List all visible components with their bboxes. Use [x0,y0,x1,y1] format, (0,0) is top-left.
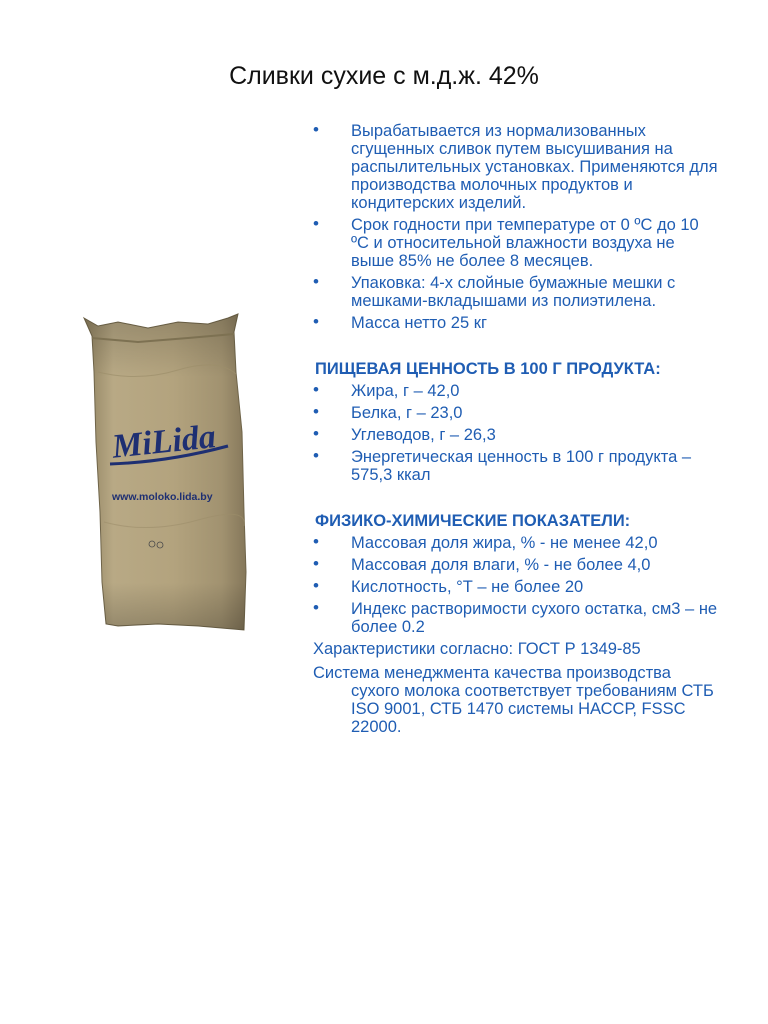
nutrition-heading: ПИЩЕВАЯ ЦЕННОСТЬ В 100 Г ПРОДУКТА: [315,360,661,378]
list-item: • Белка, г – 23,0 [313,404,718,422]
list-item: • Индекс растворимости сухого остатка, см3 – не более 0.2 [313,600,718,636]
list-item: • Кислотность, °Т – не более 20 [313,578,718,596]
physchem-list [313,534,718,636]
page-title: Сливки сухие с м.д.ж. 42% [229,62,539,90]
standard-text: Характеристики согласно: ГОСТ Р 1349-85 [313,640,641,658]
nutrition-list [313,382,718,484]
product-bag-image [78,312,250,632]
list-item: • Масса нетто 25 кг [313,314,718,332]
list-item: • Жира, г – 42,0 [313,382,718,400]
list-item: • Энергетическая ценность в 100 г продукта – 575,3 ккал [313,448,718,484]
physchem-heading: ФИЗИКО-ХИМИЧЕСКИЕ ПОКАЗАТЕЛИ: [315,512,631,530]
list-item: • Срок годности при температуре от 0 ºС до 10 ºС и относительной влажности воздуха не выше 85% не более 8 месяцев. [313,216,718,270]
intro-list [313,122,718,332]
bag-brand-logo: MiLida [110,418,218,466]
list-item: • Массовая доля влаги, % - не более 4,0 [313,556,718,574]
list-item: • Вырабатывается из нормализованных сгущенных сливок путем высушивания на распылительных установках. Применяются для производства молочных продуктов и кондитерских изделий. [313,122,718,212]
list-item: • Упаковка: 4-х слойные бумажные мешки с мешками-вкладышами из полиэтилена. [313,274,718,310]
list-item: • Углеводов, г – 26,3 [313,426,718,444]
product-description [313,122,718,736]
list-item: • Массовая доля жира, % - не менее 42,0 [313,534,718,552]
bag-url-label: www.moloko.lida.by [112,491,213,503]
quality-text: Система менеджмента качества производства сухого молока соответствует требованиям СТБ ISO 9001, СТБ 1470 системы НАССР, FSSC 22000. [313,664,714,736]
